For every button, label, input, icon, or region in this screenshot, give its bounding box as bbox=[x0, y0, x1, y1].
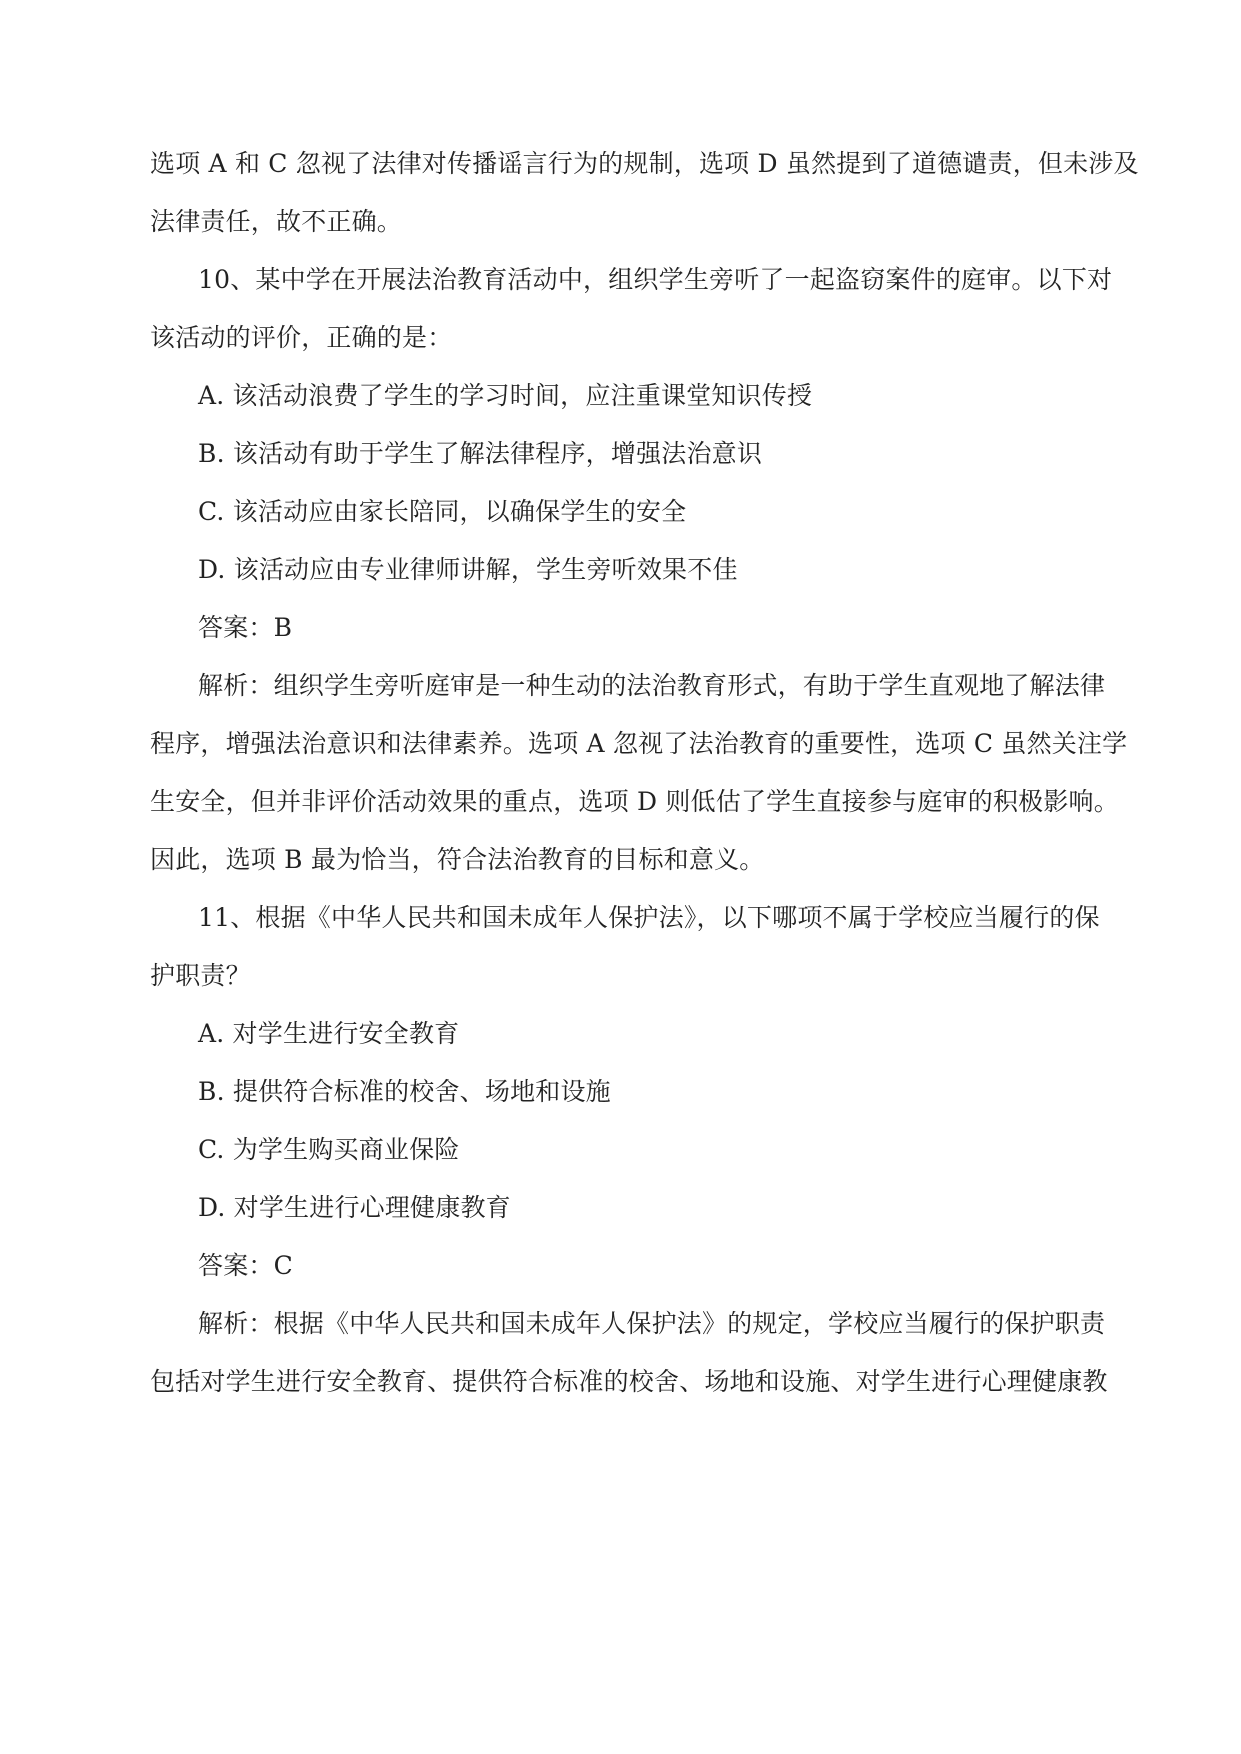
question-11-option-b: B. 提供符合标准的校舍、场地和设施 bbox=[198, 1077, 611, 1106]
question-10-text: 10、某中学在开展法治教育活动中，组织学生旁听了一起盗窃案件的庭审。以下对 bbox=[198, 265, 1113, 294]
question-10-option-d: D. 该活动应由专业律师讲解，学生旁听效果不佳 bbox=[198, 555, 738, 584]
text-line: 法律责任，故不正确。 bbox=[150, 207, 403, 236]
question-10-analysis: 生安全，但并非评价活动效果的重点，选项 D 则低估了学生直接参与庭审的积极影响。 bbox=[150, 787, 1119, 816]
question-10-text: 该活动的评价，正确的是： bbox=[150, 323, 453, 352]
question-10-analysis: 程序，增强法治意识和法律素养。选项 A 忽视了法治教育的重要性，选项 C 虽然关注学 bbox=[150, 729, 1128, 758]
question-11-analysis: 包括对学生进行安全教育、提供符合标准的校舍、场地和设施、对学生进行心理健康教 bbox=[150, 1367, 1108, 1396]
question-11-analysis: 解析：根据《中华人民共和国未成年人保护法》的规定，学校应当履行的保护职责 bbox=[198, 1309, 1106, 1338]
question-11-text: 护职责？ bbox=[150, 961, 251, 990]
question-11-option-c: C. 为学生购买商业保险 bbox=[198, 1135, 460, 1164]
question-11-option-d: D. 对学生进行心理健康教育 bbox=[198, 1193, 511, 1222]
question-10-analysis: 解析：组织学生旁听庭审是一种生动的法治教育形式，有助于学生直观地了解法律 bbox=[198, 671, 1106, 700]
question-11-option-a: A. 对学生进行安全教育 bbox=[198, 1019, 460, 1048]
question-10-answer: 答案：B bbox=[198, 613, 293, 642]
question-10-option-b: B. 该活动有助于学生了解法律程序，增强法治意识 bbox=[198, 439, 763, 468]
question-10-analysis: 因此，选项 B 最为恰当，符合法治教育的目标和意义。 bbox=[150, 845, 765, 874]
question-11-text: 11、根据《中华人民共和国未成年人保护法》，以下哪项不属于学校应当履行的保 bbox=[198, 903, 1100, 932]
question-11-answer: 答案：C bbox=[198, 1251, 293, 1280]
text-line: 选项 A 和 C 忽视了法律对传播谣言行为的规制，选项 D 虽然提到了道德谴责，但未涉及 bbox=[150, 149, 1139, 178]
question-10-option-c: C. 该活动应由家长陪同，以确保学生的安全 bbox=[198, 497, 687, 526]
question-10-option-a: A. 该活动浪费了学生的学习时间，应注重课堂知识传授 bbox=[198, 381, 813, 410]
